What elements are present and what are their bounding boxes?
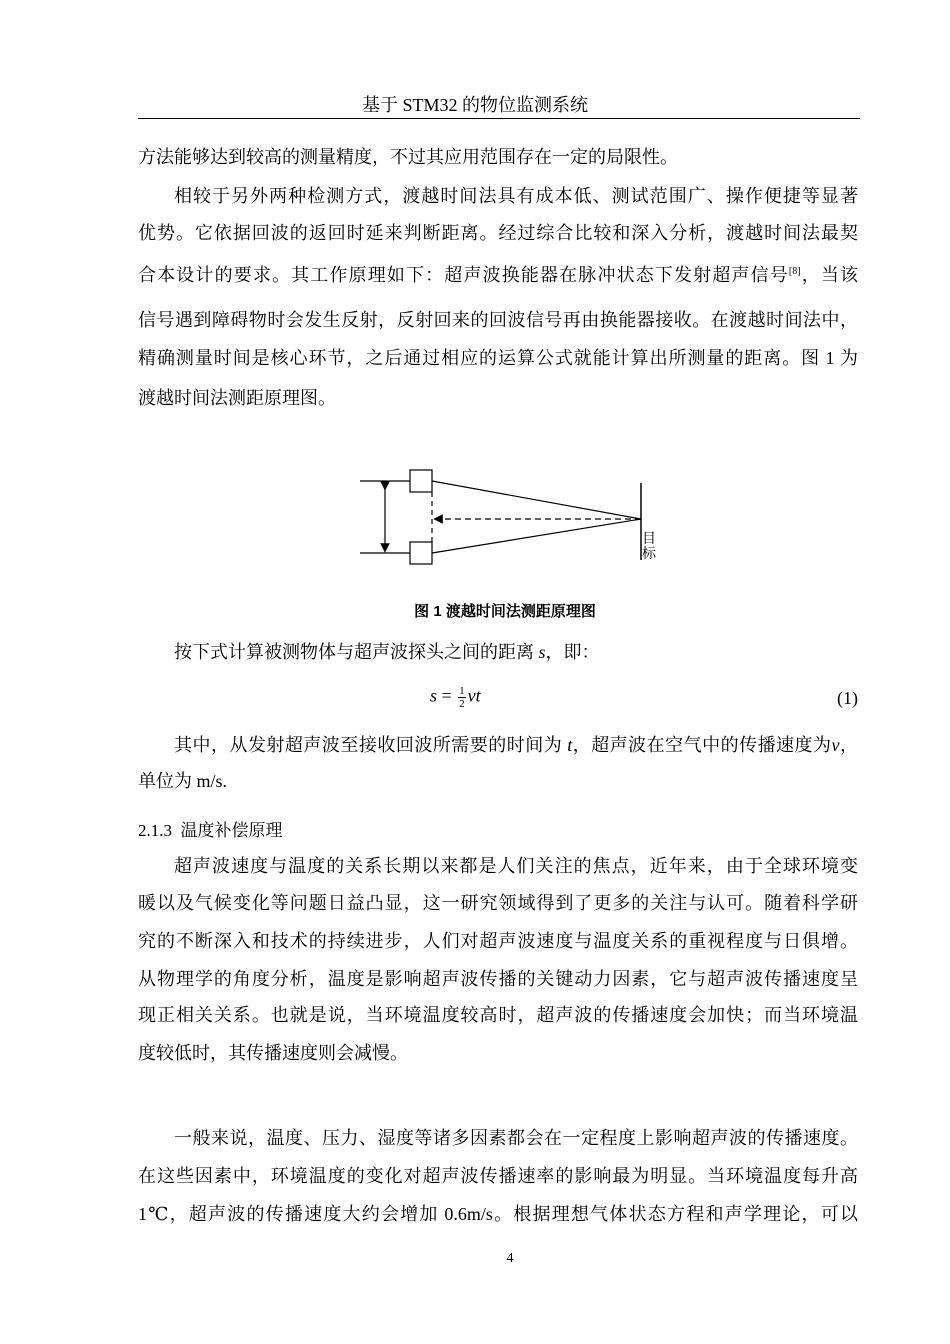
line-text: 按下式计算被测物体与超声波探头之间的距离 — [174, 642, 539, 662]
equation-number: (1) — [837, 688, 858, 708]
line-text: ，当该 — [800, 265, 859, 285]
formula-lhs: s — [430, 685, 438, 706]
paragraph-line: 相较于另外两种检测方式，渡越时间法具有成本低、测试范围广、操作便捷等显著 — [174, 186, 858, 206]
paragraph-line: 究的不断深入和技术的持续进步，人们对超声波速度与温度关系的重视程度与日俱增。 — [138, 931, 858, 951]
denominator: 2 — [459, 698, 465, 710]
line-text: ， — [839, 735, 859, 755]
paragraph-line: 度较低时，其传播速度则会减慢。 — [138, 1043, 408, 1063]
transmitter-box — [410, 470, 432, 492]
page-number: 4 — [506, 1251, 514, 1266]
target-label: 目标 — [642, 530, 656, 561]
paragraph-line: 在这些因素中，环境温度的变化对超声波传播速率的影响最为明显。当环境温度每升高 — [138, 1166, 858, 1186]
paragraph-line: 暖以及气候变化等问题日益凸显，这一研究领域得到了更多的关注与认可。随着科学研 — [138, 893, 858, 913]
numerator: 1 — [459, 685, 465, 697]
paragraph-line: 精确测量时间是核心环节，之后通过相应的运算公式就能计算出所测量的距离。图 1 为 — [138, 348, 858, 368]
paragraph-line: 优势。它依据回波的返回时延来判断距离。经过综合比较和深入分析，渡越时间法最契 — [138, 223, 858, 243]
formula-eq: = — [437, 685, 457, 706]
formula-intro — [174, 641, 858, 663]
running-header: 基于 STM32 的物位监测系统 — [361, 95, 588, 115]
paragraph-line: 方法能够达到较高的测量精度，不过其应用范围存在一定的局限性。 — [138, 147, 678, 167]
paragraph-line: 一般来说，温度、压力、湿度等诸多因素都会在一定程度上影响超声波的传播速度。 — [174, 1128, 858, 1148]
var-s: s — [538, 642, 546, 662]
paragraph-line — [174, 734, 858, 756]
beam-top — [432, 481, 641, 519]
section-heading — [138, 816, 283, 841]
line-text: 其中，从发射超声波至接收回波所需要的时间为 — [174, 735, 568, 755]
figure-caption: 图 1 渡越时间法测距原理图 — [414, 603, 596, 620]
citation: [8] — [788, 266, 801, 277]
header-rule — [138, 118, 860, 119]
tof-diagram — [340, 460, 660, 580]
receiver-box — [410, 542, 432, 564]
line-text: 合本设计的要求。其工作原理如下：超声波换能器在脉冲状态下发射超声信号 — [138, 265, 789, 285]
var-v: v — [831, 735, 840, 755]
paragraph-line: 现正相关关系。也就是说，当环境温度较高时，超声波的传播速度会加快；而当环境温 — [138, 1005, 858, 1025]
beam-bottom — [432, 519, 641, 553]
formula-rhs: vt — [467, 685, 481, 706]
line-text: ，超声波在空气中的传播速度为 — [572, 735, 832, 755]
fraction — [458, 685, 466, 710]
paragraph-line: 从物理学的角度分析，温度是影响超声波传播的关键动力因素，它与超声波传播速度呈 — [138, 969, 858, 989]
paragraph-line: 信号遇到障碍物时会发生反射，反射回来的回波信号再由换能器接收。在渡越时间法中， — [138, 310, 858, 330]
section-title: 温度补偿原理 — [180, 821, 283, 840]
line-text: ，即： — [545, 642, 600, 662]
paragraph-line: 渡越时间法测距原理图。 — [138, 388, 336, 408]
paragraph-line: 超声波速度与温度的关系长期以来都是人们关注的焦点，近年来，由于全球环境变 — [174, 856, 858, 876]
paragraph-line: 单位为 m/s. — [138, 771, 228, 791]
paragraph-line: 1℃，超声波的传播速度大约会增加 0.6m/s。根据理想气体状态方程和声学理论，可以 — [138, 1204, 858, 1224]
var-t: t — [567, 735, 573, 755]
formula — [430, 685, 481, 710]
section-number: 2.1.3 — [138, 821, 172, 840]
paragraph-line — [138, 261, 858, 286]
